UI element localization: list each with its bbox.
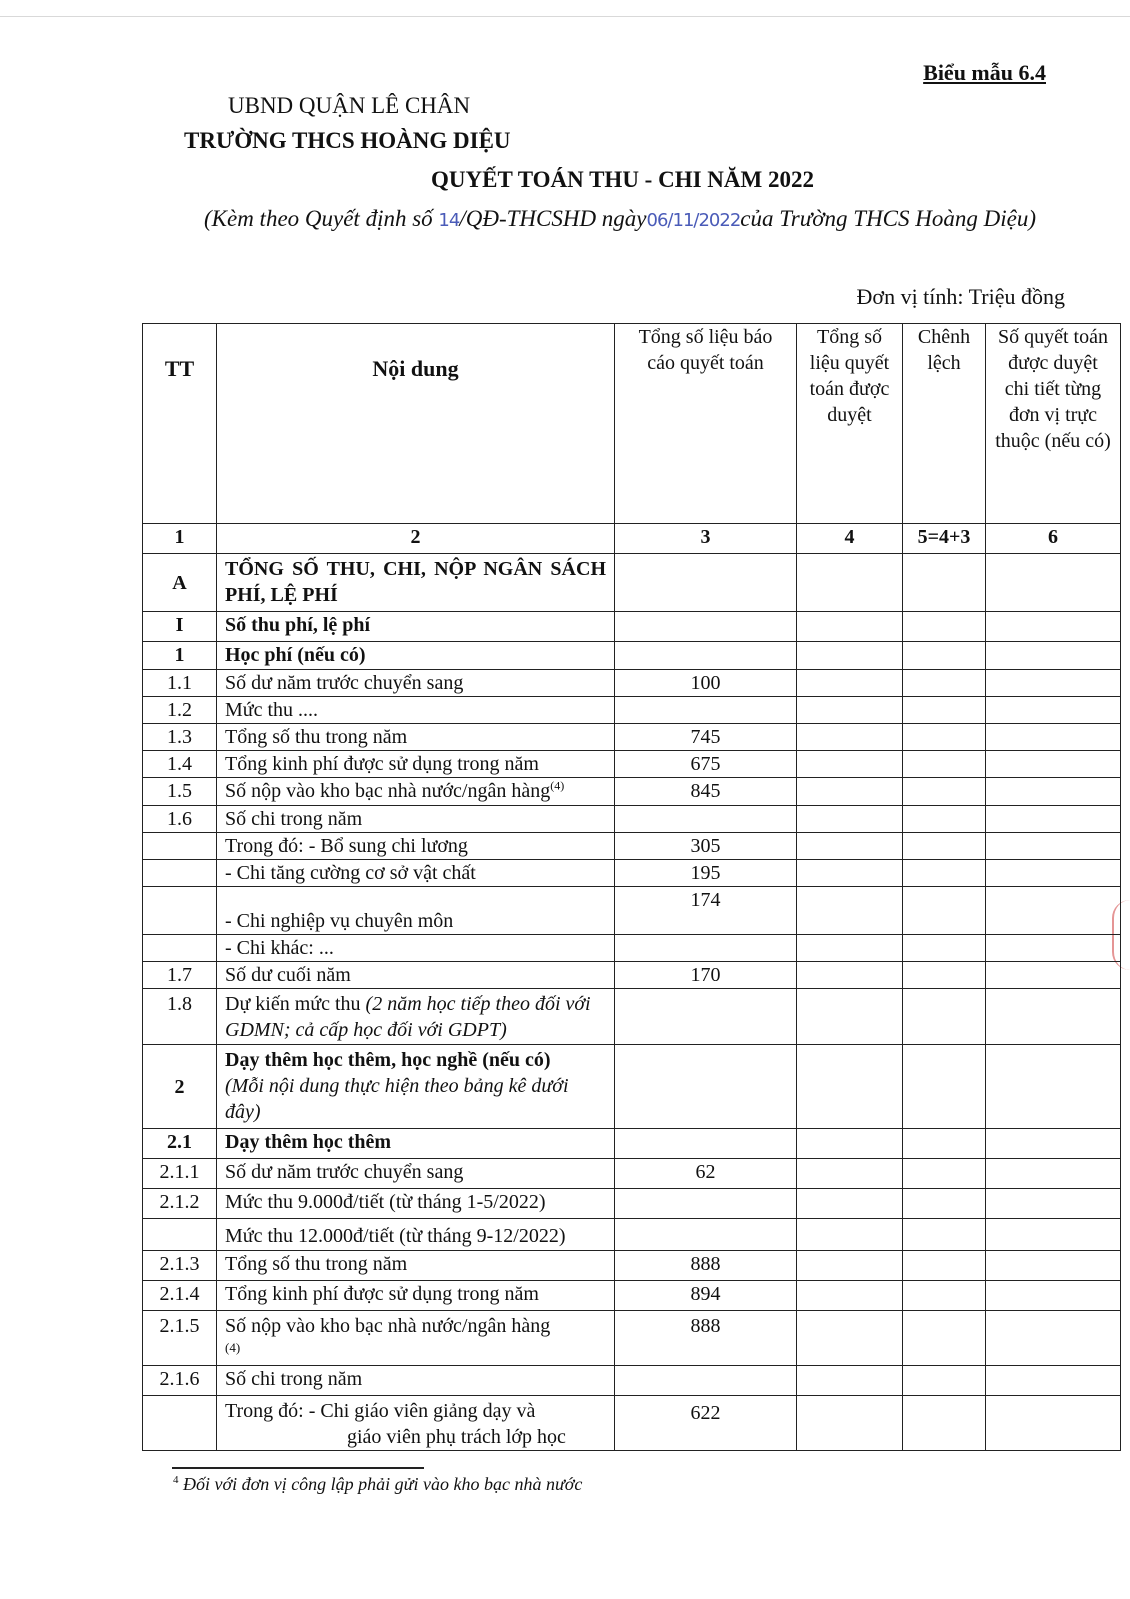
settlement-table bbox=[142, 323, 1121, 1451]
row-content: - Chi nghiệp vụ chuyên môn bbox=[217, 887, 615, 935]
row-content bbox=[217, 1045, 615, 1129]
row-content: Số dư năm trước chuyển sang bbox=[217, 1159, 615, 1189]
row-tt: 1.4 bbox=[143, 751, 217, 778]
row-content: Trong đó: - Bổ sung chi lương bbox=[217, 833, 615, 860]
row-content: Số thu phí, lệ phí bbox=[217, 612, 615, 642]
row-content bbox=[217, 1311, 615, 1366]
row-tt: A bbox=[143, 554, 217, 612]
row-tt: 1.7 bbox=[143, 962, 217, 989]
col-number: 2 bbox=[217, 524, 615, 554]
row-value: 305 bbox=[615, 833, 797, 860]
row-value: 675 bbox=[615, 751, 797, 778]
table-row bbox=[143, 1396, 1121, 1451]
table-row bbox=[143, 642, 1121, 670]
table-row bbox=[143, 1281, 1121, 1311]
table-row bbox=[143, 697, 1121, 724]
row-tt: 2.1.5 bbox=[143, 1311, 217, 1366]
row-content: Số dư năm trước chuyển sang bbox=[217, 670, 615, 697]
row-tt: 1.5 bbox=[143, 778, 217, 806]
footnote bbox=[173, 1474, 582, 1495]
row-tt: 1.2 bbox=[143, 697, 217, 724]
row-value: 888 bbox=[615, 1311, 797, 1366]
row-content: - Chi khác: ... bbox=[217, 935, 615, 962]
row-content bbox=[217, 778, 615, 806]
row-tt: 2.1.6 bbox=[143, 1366, 217, 1396]
document-title: QUYẾT TOÁN THU - CHI NĂM 2022 bbox=[431, 167, 814, 192]
row-value: 195 bbox=[615, 860, 797, 887]
row-tt: 1.1 bbox=[143, 670, 217, 697]
row-content: Dạy thêm học thêm bbox=[217, 1129, 615, 1159]
handwritten-date: 06/11/2022 bbox=[646, 210, 741, 231]
col-number: 1 bbox=[143, 524, 217, 554]
col-number: 4 bbox=[797, 524, 903, 554]
footnote-ref: (4) bbox=[550, 778, 565, 793]
table-row bbox=[143, 887, 1121, 935]
row-note: (2 năm học tiếp theo đối với GDMN; cả cấp học đối với GDPT) bbox=[225, 993, 591, 1041]
row-content: Học phí (nếu có) bbox=[217, 642, 615, 670]
table-row bbox=[143, 860, 1121, 887]
header-col4: Tổng số liệu quyết toán được duyệt bbox=[797, 324, 903, 524]
footnote-text: Đối với đơn vị công lập phải gửi vào kho bạc nhà nước bbox=[183, 1474, 583, 1494]
table-row bbox=[143, 1129, 1121, 1159]
row-content-text: Trong đó: - Chi giáo viên giảng dạy và bbox=[225, 1400, 536, 1422]
col-number: 5=4+3 bbox=[903, 524, 986, 554]
handwritten-number: 14 bbox=[438, 210, 460, 231]
subtitle-part1: (Kèm theo Quyết định số bbox=[203, 206, 439, 231]
row-tt: 2.1.3 bbox=[143, 1251, 217, 1281]
row-tt: 2 bbox=[143, 1045, 217, 1129]
header-col5: Chênh lệch bbox=[903, 324, 986, 524]
row-tt: 1.3 bbox=[143, 724, 217, 751]
table-row bbox=[143, 778, 1121, 806]
row-value: 100 bbox=[615, 670, 797, 697]
row-content-text: Dạy thêm học thêm, học nghề (nếu có) bbox=[225, 1049, 551, 1071]
table-row bbox=[143, 935, 1121, 962]
header-content: Nội dung bbox=[217, 324, 615, 524]
table-row bbox=[143, 962, 1121, 989]
table-row bbox=[143, 1219, 1121, 1251]
table-row bbox=[143, 806, 1121, 833]
column-number-row bbox=[143, 524, 1121, 554]
row-content bbox=[217, 1396, 615, 1451]
col-number: 6 bbox=[986, 524, 1121, 554]
row-content: Tổng kinh phí được sử dụng trong năm bbox=[217, 751, 615, 778]
col-number: 3 bbox=[615, 524, 797, 554]
table-row bbox=[143, 751, 1121, 778]
row-tt: 2.1.4 bbox=[143, 1281, 217, 1311]
row-content: Mức thu 12.000đ/tiết (từ tháng 9-12/2022) bbox=[217, 1219, 615, 1251]
document-subtitle bbox=[180, 202, 1060, 237]
table-row bbox=[143, 670, 1121, 697]
row-value: 62 bbox=[615, 1159, 797, 1189]
table-header-row bbox=[143, 324, 1121, 524]
table-row bbox=[143, 724, 1121, 751]
row-tt: 2.1.1 bbox=[143, 1159, 217, 1189]
header-tt: TT bbox=[143, 324, 217, 524]
row-content bbox=[217, 989, 615, 1045]
table-row bbox=[143, 1366, 1121, 1396]
row-content: Số chi trong năm bbox=[217, 806, 615, 833]
row-tt: 1.6 bbox=[143, 806, 217, 833]
org-district: UBND QUẬN LÊ CHÂN bbox=[228, 93, 471, 118]
row-tt: I bbox=[143, 612, 217, 642]
row-value: 745 bbox=[615, 724, 797, 751]
row-value: 845 bbox=[615, 778, 797, 806]
table-row bbox=[143, 612, 1121, 642]
footnote-ref: (4) bbox=[225, 1340, 241, 1355]
header-col6: Số quyết toán được duyệt chi tiết từng đơn vị trực thuộc (nếu có) bbox=[986, 324, 1121, 524]
row-content-text: Dự kiến mức thu bbox=[225, 993, 366, 1015]
row-content: Số chi trong năm bbox=[217, 1366, 615, 1396]
footnote-divider bbox=[172, 1467, 424, 1469]
table-row bbox=[143, 1045, 1121, 1129]
table-row bbox=[143, 989, 1121, 1045]
row-tt: 1.8 bbox=[143, 989, 217, 1045]
row-value: 888 bbox=[615, 1251, 797, 1281]
row-content: Tổng số thu trong năm bbox=[217, 724, 615, 751]
row-content: Mức thu 9.000đ/tiết (từ tháng 1-5/2022) bbox=[217, 1189, 615, 1219]
table-row bbox=[143, 1251, 1121, 1281]
subtitle-part3: của Trường THCS Hoàng Diệu) bbox=[740, 206, 1037, 231]
row-value: 170 bbox=[615, 962, 797, 989]
form-number: Biểu mẫu 6.4 bbox=[923, 60, 1046, 85]
org-school: TRƯỜNG THCS HOÀNG DIỆU bbox=[184, 128, 511, 153]
row-value: 174 bbox=[615, 887, 797, 935]
table-row bbox=[143, 1159, 1121, 1189]
row-content-text: Số nộp vào kho bạc nhà nước/ngân hàng bbox=[225, 1315, 551, 1337]
row-value: 894 bbox=[615, 1281, 797, 1311]
row-value: 622 bbox=[615, 1396, 797, 1451]
scan-edge-line bbox=[0, 16, 1130, 17]
row-note: (Mỗi nội dung thực hiện theo bảng kê dưới đây) bbox=[225, 1075, 569, 1123]
row-content: TỔNG SỐ THU, CHI, NỘP NGÂN SÁCH PHÍ, LỆ PHÍ bbox=[217, 554, 615, 612]
table-row bbox=[143, 833, 1121, 860]
unit-label: Đơn vị tính: Triệu đồng bbox=[856, 284, 1065, 309]
table-row bbox=[143, 1189, 1121, 1219]
row-tt: 2.1.2 bbox=[143, 1189, 217, 1219]
row-content: Mức thu .... bbox=[217, 697, 615, 724]
row-content: Số dư cuối năm bbox=[217, 962, 615, 989]
header-col3: Tổng số liệu báo cáo quyết toán bbox=[615, 324, 797, 524]
row-content: Tổng kinh phí được sử dụng trong năm bbox=[217, 1281, 615, 1311]
row-content: - Chi tăng cường cơ sở vật chất bbox=[217, 860, 615, 887]
row-content: Tổng số thu trong năm bbox=[217, 1251, 615, 1281]
row-content-text2: giáo viên phụ trách lớp học bbox=[347, 1426, 566, 1448]
row-tt: 1 bbox=[143, 642, 217, 670]
table-row bbox=[143, 554, 1121, 612]
table-row bbox=[143, 1311, 1121, 1366]
row-tt: 2.1 bbox=[143, 1129, 217, 1159]
subtitle-part2: /QĐ-THCSHD ngày bbox=[459, 206, 647, 231]
row-content-text: Số nộp vào kho bạc nhà nước/ngân hàng bbox=[225, 780, 551, 802]
footnote-mark: 4 bbox=[173, 1474, 179, 1486]
